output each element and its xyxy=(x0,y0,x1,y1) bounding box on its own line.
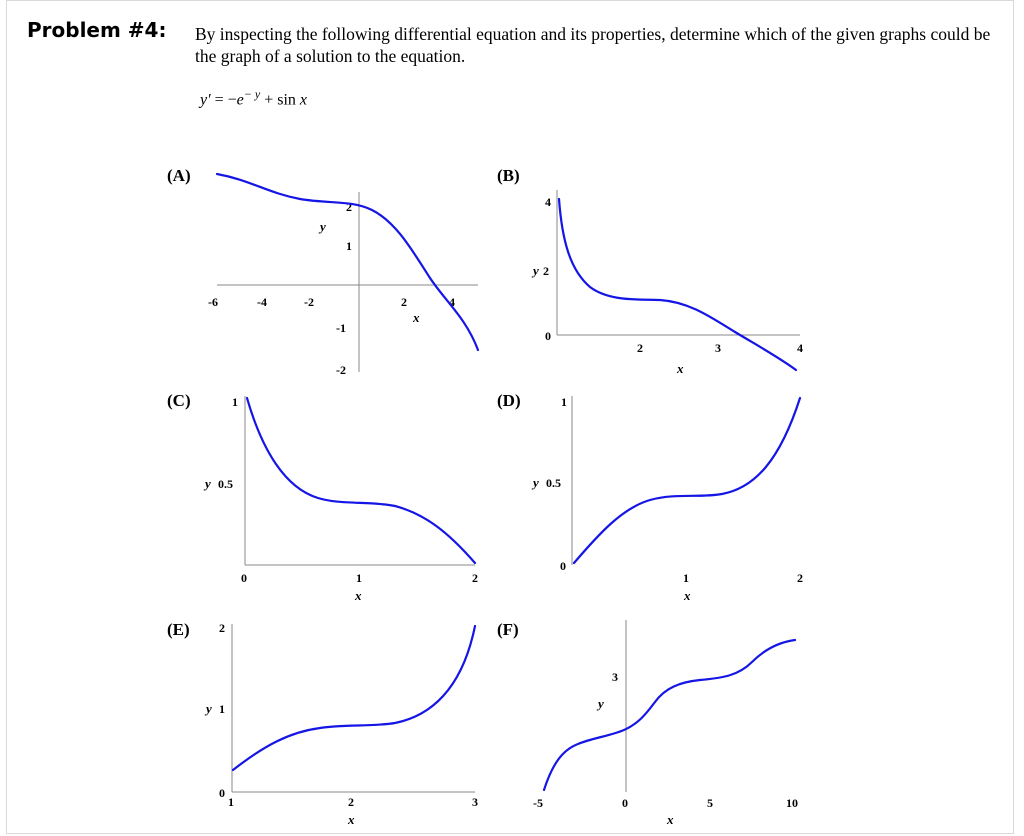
problem-statement: By inspecting the following differential equation and its properties, determine which of the given graphs could be the graph of a solution to the equation. xyxy=(195,24,991,66)
graph-b-xlabel: x xyxy=(677,361,684,376)
graph-a-xlabel: x xyxy=(413,310,420,325)
graph-f-xtick: 5 xyxy=(707,796,713,810)
graph-e-ylabel: y xyxy=(206,701,212,716)
graph-b-ylabel: y xyxy=(533,263,539,278)
graph-d-ytick: 1 xyxy=(561,395,567,409)
graph-f-curve xyxy=(544,640,795,790)
graph-c-ylabel: y xyxy=(205,476,211,491)
graph-b-letter: (B) xyxy=(497,166,520,185)
graph-f-ytick: 3 xyxy=(612,670,618,684)
graph-a-ytick: 1 xyxy=(346,239,352,253)
graph-d-xtick: 1 xyxy=(683,571,689,585)
equation-exponent: − y xyxy=(243,87,261,101)
graph-d-letter: (D) xyxy=(497,391,521,410)
graph-a-letter: (A) xyxy=(167,166,191,185)
graph-e-xtick: 2 xyxy=(348,795,354,809)
graph-e-xtick: 3 xyxy=(472,795,478,809)
equation-plus-sin: + sin xyxy=(260,91,300,109)
graph-f-xtick: 10 xyxy=(786,796,798,810)
graph-b-ytick: 2 xyxy=(543,264,549,278)
graph-d-ylabel: y xyxy=(533,475,539,490)
graph-a-ylabel: y xyxy=(320,219,326,234)
graph-a-ytick: 2 xyxy=(346,200,352,214)
graph-f-xlabel: x xyxy=(667,812,674,827)
graph-a-ytick: -2 xyxy=(336,363,346,377)
graph-f-letter: (F) xyxy=(497,620,519,639)
graph-c-xtick: 2 xyxy=(472,571,478,585)
equation-equals: = − xyxy=(210,91,237,109)
graph-e-ytick: 1 xyxy=(219,702,225,716)
graph-f-xtick: -5 xyxy=(533,796,543,810)
graph-e-letter: (E) xyxy=(167,620,190,639)
graph-b-xtick: 4 xyxy=(797,341,803,355)
graph-d-ytick: 0 xyxy=(560,559,566,573)
equation-lhs: y′ xyxy=(200,91,211,109)
graph-c-xtick: 1 xyxy=(356,571,362,585)
equation-var: x xyxy=(299,91,308,109)
graph-e-xtick: 1 xyxy=(228,795,234,809)
graph-b-xtick: 2 xyxy=(637,341,643,355)
graph-e-ytick: 2 xyxy=(219,621,225,635)
graph-e-xlabel: x xyxy=(348,812,355,827)
graph-d-xlabel: x xyxy=(684,588,691,603)
graph-a-ytick: -1 xyxy=(336,321,346,335)
graph-d-ytick: 0.5 xyxy=(546,476,561,490)
graph-b-ytick: 4 xyxy=(545,195,551,209)
graph-c-xtick: 0 xyxy=(241,571,247,585)
graph-c-xlabel: x xyxy=(355,588,362,603)
graph-c-ytick: 0.5 xyxy=(218,477,233,491)
equation-base: e xyxy=(236,91,244,109)
graph-a-xtick: -6 xyxy=(208,295,218,309)
graph-b-ytick: 0 xyxy=(545,329,551,343)
graph-f-xtick: 0 xyxy=(622,796,628,810)
graph-c-letter: (C) xyxy=(167,391,191,410)
graph-a-xtick: 2 xyxy=(401,295,407,309)
graph-b-xtick: 3 xyxy=(715,341,721,355)
graph-a-xtick: -2 xyxy=(304,295,314,309)
graph-a-xtick: 4 xyxy=(449,295,455,309)
graph-d-xtick: 2 xyxy=(797,571,803,585)
graph-a-xtick: -4 xyxy=(257,295,267,309)
graph-f-ylabel: y xyxy=(598,696,604,711)
graph-c-ytick: 1 xyxy=(232,395,238,409)
problem-label: Problem #4: xyxy=(27,18,167,42)
graph-e-ytick: 0 xyxy=(219,786,225,800)
